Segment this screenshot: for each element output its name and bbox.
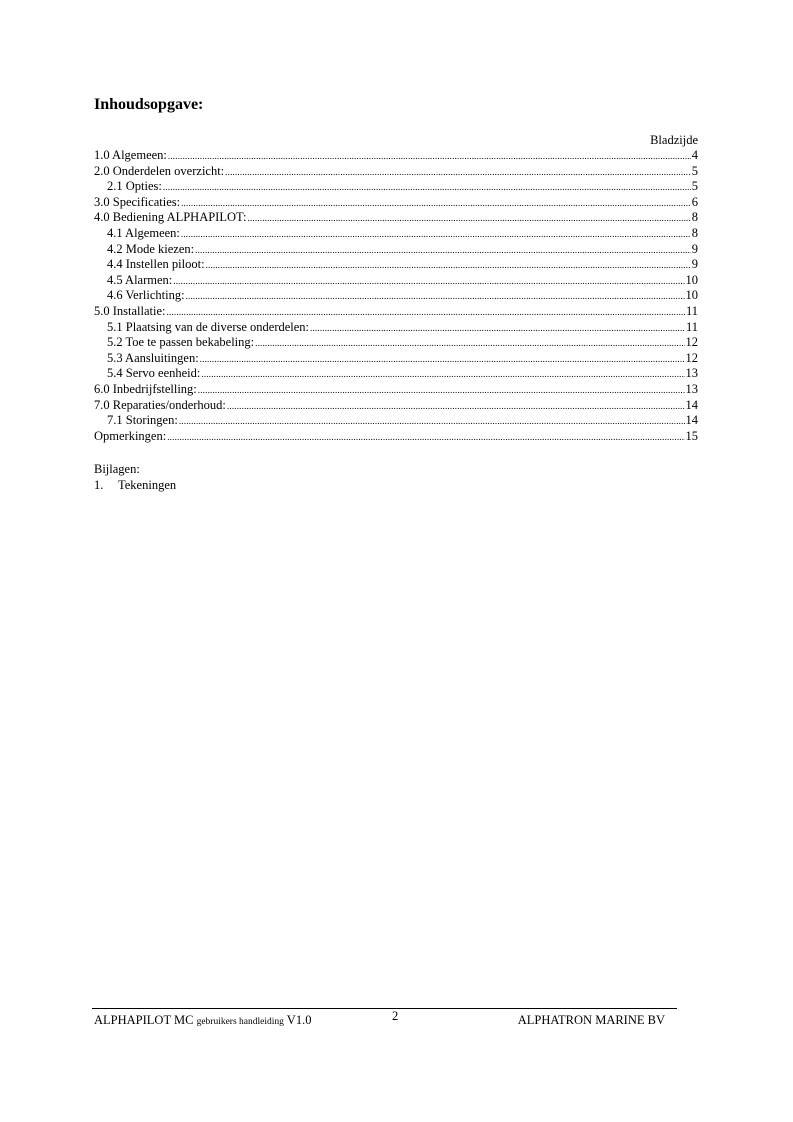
toc-leader-dots [200, 352, 685, 367]
toc-leader-dots [163, 180, 691, 195]
toc-leader-dots [181, 227, 691, 242]
toc-entry[interactable] [94, 335, 698, 351]
toc-leader-dots [195, 243, 691, 258]
toc-entry[interactable] [94, 382, 698, 398]
toc-entry-label: 2.0 Onderdelen overzicht: [94, 163, 225, 178]
page-column-header: Bladzijde [650, 133, 698, 147]
toc-entry-label: 1.0 Algemeen: [94, 148, 167, 162]
toc-entry-page: 14 [685, 397, 698, 412]
table-of-contents [94, 148, 698, 444]
toc-entry[interactable] [94, 210, 698, 226]
toc-leader-dots [227, 399, 685, 414]
toc-entry-page: 8 [691, 225, 698, 240]
toc-entry-page: 5 [691, 179, 698, 194]
toc-entry-label: 4.2 Mode kiezen: [107, 241, 195, 256]
toc-entry-page: 4 [691, 148, 698, 162]
attachment-item [94, 478, 176, 494]
toc-leader-dots [248, 211, 691, 226]
toc-leader-dots [168, 149, 691, 164]
toc-entry-label: 2.1 Opties: [107, 179, 162, 194]
attachment-number: 1. [94, 477, 104, 492]
toc-entry-page: 11 [685, 319, 698, 334]
page-title: Inhoudsopgave: [94, 96, 204, 113]
toc-leader-dots [167, 305, 685, 320]
toc-leader-dots [198, 383, 685, 398]
toc-entry[interactable] [94, 164, 698, 180]
footer-product-info [94, 1011, 311, 1031]
toc-entry-label: 5.1 Plaatsing van de diverse onderdelen: [107, 319, 310, 334]
toc-entry-label: 4.4 Instellen piloot: [107, 257, 205, 272]
toc-entry[interactable] [94, 351, 698, 367]
toc-leader-dots [255, 336, 684, 351]
toc-entry-page: 5 [691, 163, 698, 178]
toc-leader-dots [173, 274, 684, 289]
toc-entry-label: 4.5 Alarmen: [107, 272, 173, 287]
toc-leader-dots [225, 165, 691, 180]
toc-entry[interactable] [94, 195, 698, 211]
attachment-label: Tekeningen [118, 477, 177, 492]
footer-version: V1.0 [286, 1013, 312, 1027]
toc-entry-label: 5.4 Servo eenheid: [107, 366, 201, 381]
toc-leader-dots [201, 367, 684, 382]
toc-leader-dots [167, 430, 684, 445]
footer-company: ALPHATRON MARINE BV [517, 1013, 665, 1027]
toc-entry-page: 10 [685, 272, 698, 287]
toc-entry[interactable] [94, 398, 698, 414]
toc-leader-dots [186, 289, 685, 304]
toc-entry-page: 9 [691, 257, 698, 272]
footer-page-number: 2 [392, 1009, 399, 1023]
toc-entry-page: 12 [685, 350, 698, 365]
toc-entry-label: 7.1 Storingen: [107, 413, 178, 428]
toc-entry[interactable] [94, 242, 698, 258]
toc-entry-label: 7.0 Reparaties/onderhoud: [94, 397, 226, 412]
toc-entry-page: 15 [685, 428, 698, 443]
toc-entry-label: 5.3 Aansluitingen: [107, 350, 199, 365]
toc-entry-page: 14 [685, 413, 698, 428]
footer-manual: gebruikers handleiding [196, 1017, 284, 1027]
toc-entry-label: Opmerkingen: [94, 428, 167, 443]
toc-entry-page: 13 [685, 366, 698, 381]
toc-leader-dots [310, 321, 685, 336]
toc-entry[interactable] [94, 304, 698, 320]
toc-entry-label: 5.2 Toe te passen bekabeling: [107, 335, 255, 350]
footer-product: ALPHAPILOT MC [94, 1013, 194, 1027]
toc-entry-page: 12 [685, 335, 698, 350]
toc-entry-label: 4.0 Bediening ALPHAPILOT: [94, 210, 247, 225]
toc-leader-dots [206, 258, 691, 273]
toc-entry-label: 4.6 Verlichting: [107, 288, 185, 303]
toc-entry-page: 10 [685, 288, 698, 303]
toc-entry-page: 8 [691, 210, 698, 225]
toc-entry-page: 11 [685, 303, 698, 318]
attachments-heading: Bijlagen: [94, 462, 140, 476]
toc-entry[interactable] [94, 273, 698, 289]
toc-entry[interactable] [94, 148, 698, 164]
toc-entry[interactable] [94, 320, 698, 336]
toc-leader-dots [179, 414, 685, 429]
toc-entry-page: 6 [691, 194, 698, 209]
attachments-section [94, 462, 176, 493]
toc-entry-label: 5.0 Installatie: [94, 303, 166, 318]
toc-leader-dots [181, 196, 691, 211]
toc-entry[interactable] [94, 179, 698, 195]
toc-entry[interactable] [94, 226, 698, 242]
toc-entry-page: 9 [691, 241, 698, 256]
toc-entry-page: 13 [685, 381, 698, 396]
toc-entry[interactable] [94, 366, 698, 382]
page-footer [94, 1011, 677, 1029]
toc-entry[interactable] [94, 429, 698, 445]
toc-entry[interactable] [94, 288, 698, 304]
toc-entry-label: 6.0 Inbedrijfstelling: [94, 381, 197, 396]
toc-entry-label: 4.1 Algemeen: [107, 225, 180, 240]
footer-divider [92, 1008, 677, 1009]
toc-entry[interactable] [94, 413, 698, 429]
toc-entry[interactable] [94, 257, 698, 273]
toc-entry-label: 3.0 Specificaties: [94, 194, 181, 209]
